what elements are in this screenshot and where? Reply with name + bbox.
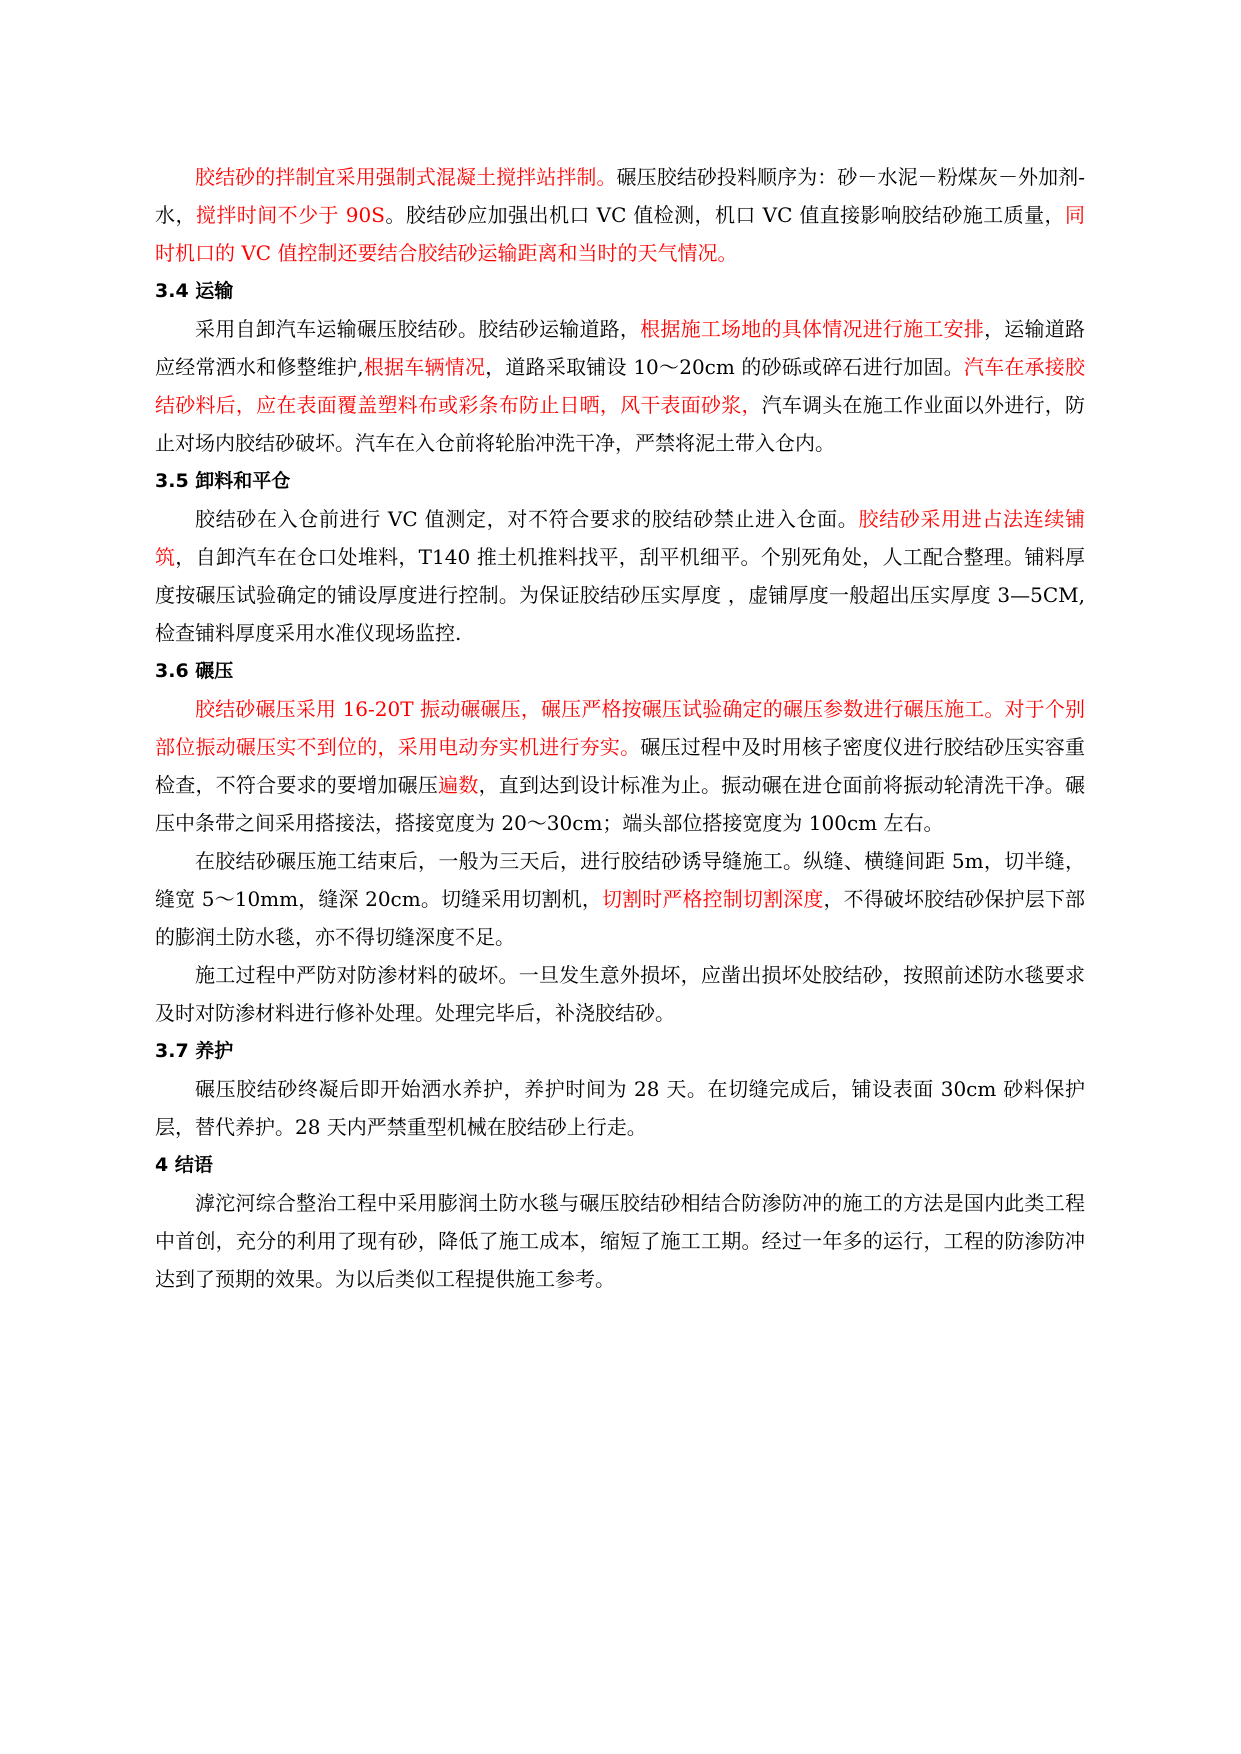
text-segment: 碾压胶结砂终凝后即开始洒水养护，养护时间为 28 天。在切缝完成后，铺设表面 30cm 砂料保护层，替代养护。28 天内严禁重型机械在胶结砂上行走。	[155, 1077, 1085, 1139]
document-page	[155, 158, 1085, 1298]
section-heading-conclusion: 4 结语	[155, 1154, 213, 1176]
text-segment: 在胶结砂碾压施工结束后，一般为三天后，进行胶结砂诱导缝施工。纵缝、横缝间距 5m，切半缝，缝宽 5～10mm，缝深 20cm。切缝采用切割机，	[155, 849, 1085, 911]
text-segment: 胶结砂的拌制宜采用强制式混凝土搅拌站拌制。	[195, 165, 617, 189]
section-heading-compaction: 3.6 碾压	[155, 660, 234, 682]
text-segment: 采用自卸汽车运输碾压胶结砂。胶结砂运输道路，	[195, 317, 641, 341]
text-segment: 碾压胶结砂投料顺序为：砂－水泥－粉煤灰－外加剂-水，	[155, 165, 1085, 227]
text-segment: 施工过程中严防对防渗材料的破坏。一旦发生意外损坏，应凿出损坏处胶结砂，按照前述防水毯要求及时对防渗材料进行修补处理。处理完毕后，补浇胶结砂。	[155, 963, 1085, 1025]
paragraph-unloading	[155, 500, 1085, 652]
text-segment: 汽车在承接胶结砂料后，应在表面覆盖塑料布或彩条布防止日晒，风干表面砂浆，	[155, 355, 1086, 417]
text-segment: ，不得破坏胶结砂保护层下部的膨润土防水毯，亦不得切缝深度不足。	[155, 887, 1086, 949]
paragraph-joint-cutting	[155, 842, 1085, 956]
text-segment: 根据施工场地的具体情况进行施工安排	[640, 317, 985, 341]
text-segment: ，运输道路应经常洒水和修整维护,	[155, 317, 1086, 379]
text-segment: 搅拌时间不少于 90S	[195, 203, 385, 227]
section-heading-unloading: 3.5 卸料和平仓	[155, 470, 291, 492]
text-segment: 切割时严格控制切割深度	[602, 887, 824, 911]
text-segment: 遍数	[438, 773, 479, 797]
text-segment: 胶结砂采用进占法连续铺筑	[155, 507, 1085, 569]
text-segment: 胶结砂在入仓前进行 VC 值测定，对不符合要求的胶结砂禁止进入仓面。	[195, 507, 859, 531]
text-segment: ，道路采取铺设 10～20cm 的砂砾或碎石进行加固。	[485, 355, 964, 379]
paragraph-curing	[155, 1070, 1085, 1146]
paragraph-conclusion	[155, 1184, 1085, 1298]
text-segment: 滹沱河综合整治工程中采用膨润土防水毯与碾压胶结砂相结合防渗防冲的施工的方法是国内此类工程中首创，充分的利用了现有砂，降低了施工成本，缩短了施工工期。经过一年多的运行，工程的防渗防冲达到了预期的效果。为以后类似工程提供施工参考。	[155, 1191, 1085, 1291]
text-segment: 胶结砂碾压采用 16-20T 振动碾碾压，碾压严格按碾压试验确定的碾压参数进行碾压施工。对于个别部位振动碾压实不到位的，采用电动夯实机进行夯实。	[155, 697, 1085, 759]
text-segment: 汽车调头在施工作业面以外进行，防止对场内胶结砂破坏。汽车在入仓前将轮胎冲洗干净，严禁将泥土带入仓内。	[155, 393, 1086, 455]
text-segment: ，直到达到设计标准为止。振动碾在进仓面前将振动轮清洗干净。碾压中条带之间采用搭接法，搭接宽度为 20～30cm；端头部位搭接宽度为 100cm 左右。	[155, 773, 1086, 835]
text-segment: 碾压过程中及时用核子密度仪进行胶结砂压实容重检查，不符合要求的要增加碾压	[155, 735, 1086, 797]
paragraph-compaction	[155, 690, 1085, 842]
text-segment: ，自卸汽车在仓口处堆料，T140 推土机推料找平，刮平机细平。个别死角处，人工配合整理。铺料厚度按碾压试验确定的铺设厚度进行控制。为保证胶结砂压实厚度 ，虚铺厚度一般超出压实厚度 3—5CM,检查铺料厚度采用水准仪现场监控.	[155, 545, 1086, 645]
text-segment: 根据车辆情况	[363, 355, 486, 379]
text-segment: 同时机口的 VC 值控制还要结合胶结砂运输距离和当时的天气情况。	[155, 203, 1086, 265]
paragraph-protection	[155, 956, 1085, 1032]
section-heading-curing: 3.7 养护	[155, 1040, 234, 1062]
paragraph-transport	[155, 310, 1085, 462]
section-heading-transport: 3.4 运输	[155, 280, 234, 302]
text-segment: 。胶结砂应加强出机口 VC 值检测，机口 VC 值直接影响胶结砂施工质量，	[384, 203, 1066, 227]
paragraph-mixing	[155, 158, 1085, 272]
